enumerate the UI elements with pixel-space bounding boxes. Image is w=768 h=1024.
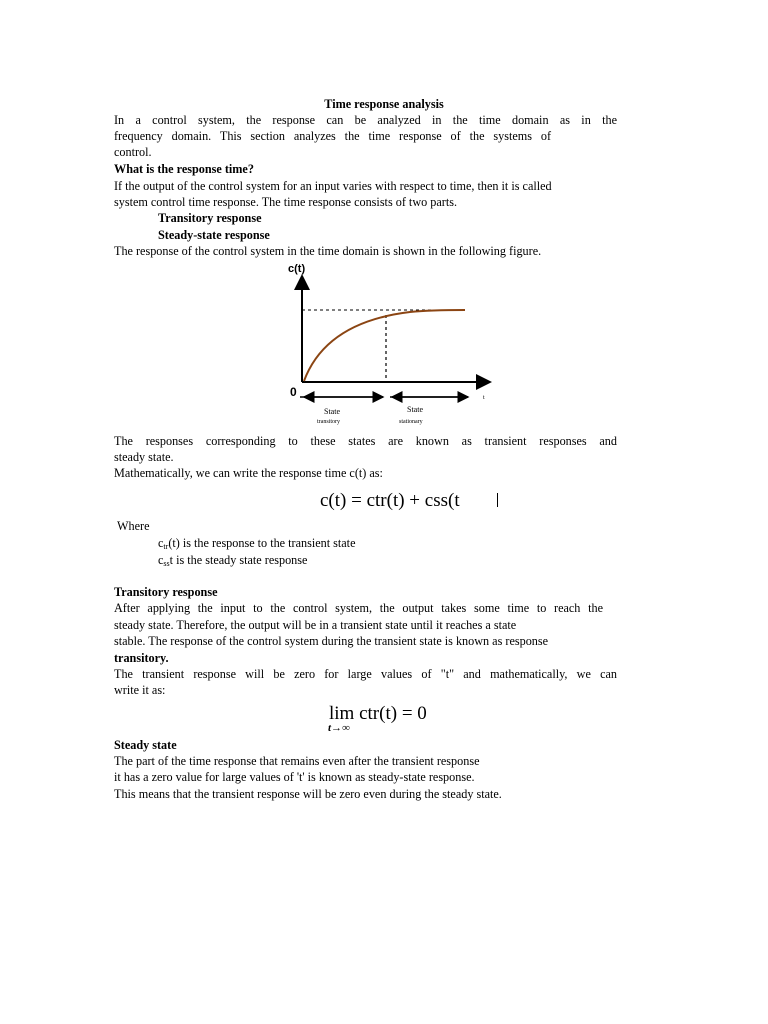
where-item-steady-sub: ss (163, 559, 170, 568)
where-item-steady-text: t is the steady state response (169, 553, 308, 567)
time-response-figure (280, 258, 500, 428)
origin-label: 0 (290, 385, 297, 399)
where-item-steady (158, 552, 307, 572)
transitory-heading: Transitory response (114, 585, 218, 599)
where-label: Where (117, 519, 150, 533)
part-transitory: Transitory response (158, 211, 262, 225)
figure-intro: The response of the control system in the time domain is shown in the following figure. (114, 244, 542, 258)
transitory-line-2: steady state. Therefore, the output will be in a transient state until it reaches a state (114, 618, 517, 632)
transitory-line-1: After applying the input to the control system, the output takes some time to reach the (114, 601, 603, 615)
y-axis-label: c(t) (288, 263, 306, 275)
steady-line-1: The part of the time response that remains even after the transient response (114, 754, 480, 768)
transitory-line-5: The transient response will be zero for large values of "t" and mathematically, we can (114, 667, 617, 681)
limit-expression: ctr(t) = 0 (359, 703, 427, 724)
steady-line-3: This means that the transient response will be zero even during the steady state. (114, 787, 502, 801)
region1-label-line2: transitory (317, 419, 340, 425)
equation-response: c(t) = ctr(t) + css(t (320, 490, 460, 511)
page-title: Time response analysis (324, 97, 444, 111)
question-heading: What is the response time? (114, 162, 254, 176)
question-text-line-1: If the output of the control system for an input varies with respect to time, then it is called (114, 179, 552, 193)
intro-line-3: control. (114, 145, 152, 159)
region1-label-line1: State (324, 407, 340, 416)
transitory-line-4: transitory. (114, 651, 169, 665)
limit-subscript: t→∞ (328, 722, 350, 734)
response-curve (304, 310, 465, 381)
limit-operator: lim (329, 703, 355, 724)
steady-heading: Steady state (114, 738, 177, 752)
region2-label-line2: stationary (399, 419, 423, 425)
intro-line-2: frequency domain. This section analyzes the time response of the systems of (114, 129, 551, 143)
region2-label-line1: State (407, 405, 423, 414)
transitory-line-3: stable. The response of the control system during the transient state is known as response (114, 634, 549, 648)
states-text-line-1: The responses corresponding to these states are known as transient responses and (114, 434, 617, 448)
where-item-transient-symbol: c (158, 536, 164, 550)
equation-cursor-mark (497, 493, 498, 507)
where-item-steady-symbol: c (158, 553, 164, 567)
states-text-line-2: steady state. (114, 450, 174, 464)
steady-line-2: it has a zero value for large values of 't' is known as steady-state response. (114, 770, 475, 784)
question-text-line-2: system control time response. The time response consists of two parts. (114, 195, 457, 209)
part-steady-state: Steady-state response (158, 228, 270, 242)
transitory-line-6: write it as: (114, 683, 166, 697)
where-item-transient-sub: tr (163, 542, 169, 551)
where-item-transient-text: (t) is the response to the transient state (168, 536, 356, 550)
states-text-line-3: Mathematically, we can write the response time c(t) as: (114, 466, 383, 480)
x-axis-label: t (483, 395, 485, 401)
intro-line-1: In a control system, the response can be analyzed in the time domain as in the (114, 113, 617, 127)
